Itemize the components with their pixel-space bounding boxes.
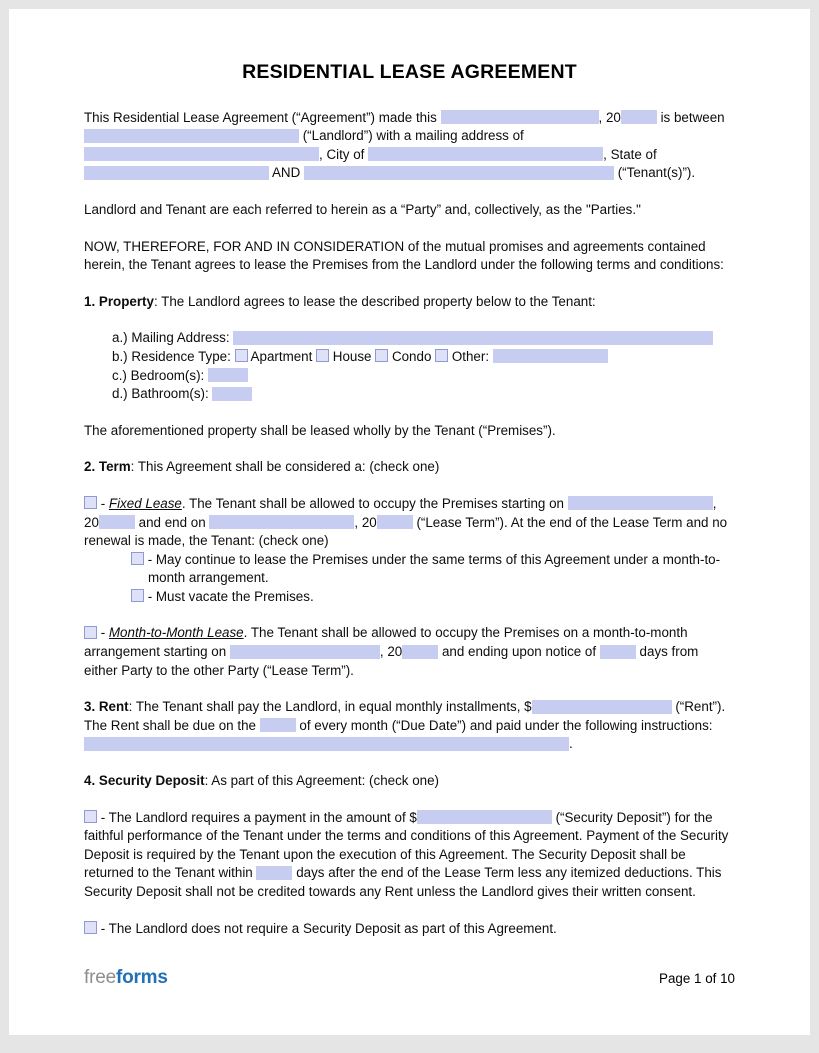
document-title: RESIDENTIAL LEASE AGREEMENT: [242, 61, 577, 83]
text-segment: (“Tenant(s)”).: [613, 165, 696, 181]
text-segment: . The Tenant shall be allowed to occupy the Premises starting on: [181, 495, 568, 511]
text-segment: - May continue to lease the Premises under the same terms of this Agreement under a month-to-month arrangement.: [144, 551, 721, 586]
month-to-month-clause: [84, 624, 735, 680]
page-number: Page 1 of 10: [659, 971, 735, 987]
fixed-end-year-field[interactable]: [377, 515, 413, 529]
text-segment: - The Landlord requires a payment in the amount of $: [97, 809, 417, 825]
rent-amount-field[interactable]: [532, 700, 672, 714]
property-item-residence-type: [112, 348, 735, 367]
text-segment: : This Agreement shall be considered a: (check one): [130, 459, 440, 475]
security-deposit-return-days-field[interactable]: [256, 866, 292, 880]
text-segment: : As part of this Agreement: (check one): [204, 773, 440, 789]
property-item-mailing-address: [112, 329, 735, 348]
text-segment: - The Landlord does not require a Security Deposit as part of this Agreement.: [97, 920, 557, 936]
text-segment: The aforementioned property shall be leased wholly by the Tenant (“Premises”).: [84, 422, 556, 438]
landlord-city-field[interactable]: [368, 147, 603, 161]
text-segment: . The Tenant shall be allowed to occupy the Premises on a month-to-month arrangement starting on: [84, 625, 688, 660]
rent-clause: [84, 698, 735, 754]
m2m-notice-days-field[interactable]: [600, 645, 636, 659]
text-segment: , 20: [379, 644, 403, 660]
condo-checkbox[interactable]: [375, 349, 388, 362]
text-segment: Apartment: [247, 348, 317, 364]
text-segment: .: [569, 736, 573, 752]
rent-due-day-field[interactable]: [260, 718, 296, 732]
text-segment: - Must vacate the Premises.: [144, 588, 314, 604]
brand-free: free: [84, 967, 116, 989]
text-segment: and ending upon notice of: [438, 644, 600, 660]
text-segment: NOW, THEREFORE, FOR AND IN CONSIDERATION of the mutual promises and agreements contained herein, the Tenant agrees to lease the Premises from the Landlord under the following terms and conditions:: [84, 238, 724, 273]
brand-forms: forms: [115, 967, 168, 989]
text-segment: a.) Mailing Address:: [112, 330, 234, 346]
m2m-start-year-field[interactable]: [402, 645, 438, 659]
apartment-checkbox[interactable]: [235, 349, 248, 362]
fixed-lease-checkbox[interactable]: [84, 496, 97, 509]
section2-heading: [84, 458, 735, 477]
text-segment: is between: [656, 109, 725, 125]
section2-heading-bold: 2. Term: [84, 459, 131, 475]
security-deposit-required-checkbox[interactable]: [84, 810, 97, 823]
fixed-start-year-field[interactable]: [99, 515, 135, 529]
section4-heading-bold: 4. Security Deposit: [84, 773, 205, 789]
month-to-month-lease-checkbox[interactable]: [84, 626, 97, 639]
premises-note: [84, 422, 735, 441]
text-segment: (“Landlord”) with a mailing address of: [299, 128, 524, 144]
fixed-lease-label: Fixed Lease: [108, 495, 182, 511]
text-segment: This Residential Lease Agreement (“Agreement”) made this: [84, 109, 441, 125]
text-segment: AND: [269, 165, 304, 181]
text-segment: d.) Bathroom(s):: [112, 386, 213, 402]
security-deposit-amount-field[interactable]: [417, 810, 552, 824]
no-security-deposit-clause: [84, 920, 735, 939]
text-segment: (“Rent”). The Rent shall be due on the: [84, 699, 726, 733]
text-segment: days from either Party to the other Party (“Lease Term”).: [84, 644, 699, 678]
text-segment: , City of: [319, 146, 369, 162]
text-segment: , State of: [603, 146, 657, 162]
house-checkbox[interactable]: [316, 349, 329, 362]
must-vacate-option: [131, 588, 735, 607]
text-segment: days after the end of the Lease Term less any itemized deductions. This Security Deposit shall not be credited towards any Rent unless the Landlord gives their written consent.: [84, 865, 722, 899]
landlord-state-field[interactable]: [84, 166, 269, 180]
text-segment: -: [97, 495, 109, 511]
continue-month-to-month-checkbox[interactable]: [131, 552, 144, 565]
text-segment: House: [329, 348, 376, 364]
parties-clause: [84, 201, 735, 220]
property-item-bedrooms: [112, 367, 735, 386]
text-segment: Landlord and Tenant are each referred to herein as a “Party” and, collectively, as the "Parties.": [84, 201, 641, 217]
continue-month-to-month-option: [131, 551, 735, 588]
text-segment: (“Lease Term”). At the end of the Lease Term and no renewal is made, the Tenant: (check one): [84, 514, 728, 549]
text-segment: Condo: [388, 348, 436, 364]
text-segment: -: [97, 625, 109, 641]
text-segment: and end on: [134, 514, 210, 530]
month-to-month-lease-label: Month-to-Month Lease: [108, 625, 244, 641]
consideration-clause: [84, 238, 735, 275]
fixed-end-date-field[interactable]: [209, 515, 354, 529]
property-details-list: [112, 329, 735, 403]
must-vacate-checkbox[interactable]: [131, 589, 144, 602]
freeforms-logo: [84, 969, 168, 988]
property-item-bathrooms: [112, 385, 735, 404]
text-segment: of every month (“Due Date”) and paid under the following instructions:: [295, 717, 713, 733]
bedrooms-field[interactable]: [208, 368, 248, 382]
section4-heading: [84, 772, 735, 791]
residence-other-field[interactable]: [493, 349, 608, 363]
page-footer: [84, 969, 735, 989]
no-security-deposit-checkbox[interactable]: [84, 921, 97, 934]
section1-heading-bold: 1. Property: [84, 293, 154, 309]
intro-paragraph: [84, 109, 735, 183]
text-segment: : The Tenant shall pay the Landlord, in equal monthly installments, $: [128, 699, 532, 715]
fixed-start-date-field[interactable]: [568, 496, 713, 510]
lease-document-page: [9, 9, 810, 1035]
text-segment: , 20: [84, 495, 717, 530]
bathrooms-field[interactable]: [212, 387, 252, 401]
text-segment: b.) Residence Type:: [112, 348, 235, 364]
landlord-mailing-address-field[interactable]: [84, 147, 319, 161]
text-segment: , 20: [598, 109, 621, 125]
text-segment: Other:: [448, 348, 493, 364]
security-deposit-required-clause: [84, 809, 735, 902]
fixed-lease-options: [131, 551, 735, 607]
text-segment: c.) Bedroom(s):: [112, 367, 208, 383]
text-segment: , 20: [354, 514, 377, 530]
section3-heading-bold: 3. Rent: [84, 699, 129, 715]
text-segment: : The Landlord agrees to lease the described property below to the Tenant:: [153, 293, 596, 309]
m2m-start-date-field[interactable]: [230, 645, 380, 659]
section1-heading: [84, 293, 735, 312]
text-segment: (“Security Deposit”) for the faithful performance of the Tenant under the terms and conditions of this Agreement. Payment of the Security Deposit is required by the Tenant upon the execution of this Agreement. The Security Deposit shall be returned to the Tenant within: [84, 809, 729, 881]
tenant-name-field[interactable]: [304, 166, 614, 180]
agreement-year-field[interactable]: [621, 110, 657, 124]
fixed-lease-clause: [84, 495, 735, 551]
property-mailing-address-field[interactable]: [233, 331, 713, 345]
landlord-name-field[interactable]: [84, 129, 299, 143]
agreement-day-field[interactable]: [441, 110, 599, 124]
other-checkbox[interactable]: [435, 349, 448, 362]
payment-instructions-field[interactable]: [84, 737, 569, 751]
